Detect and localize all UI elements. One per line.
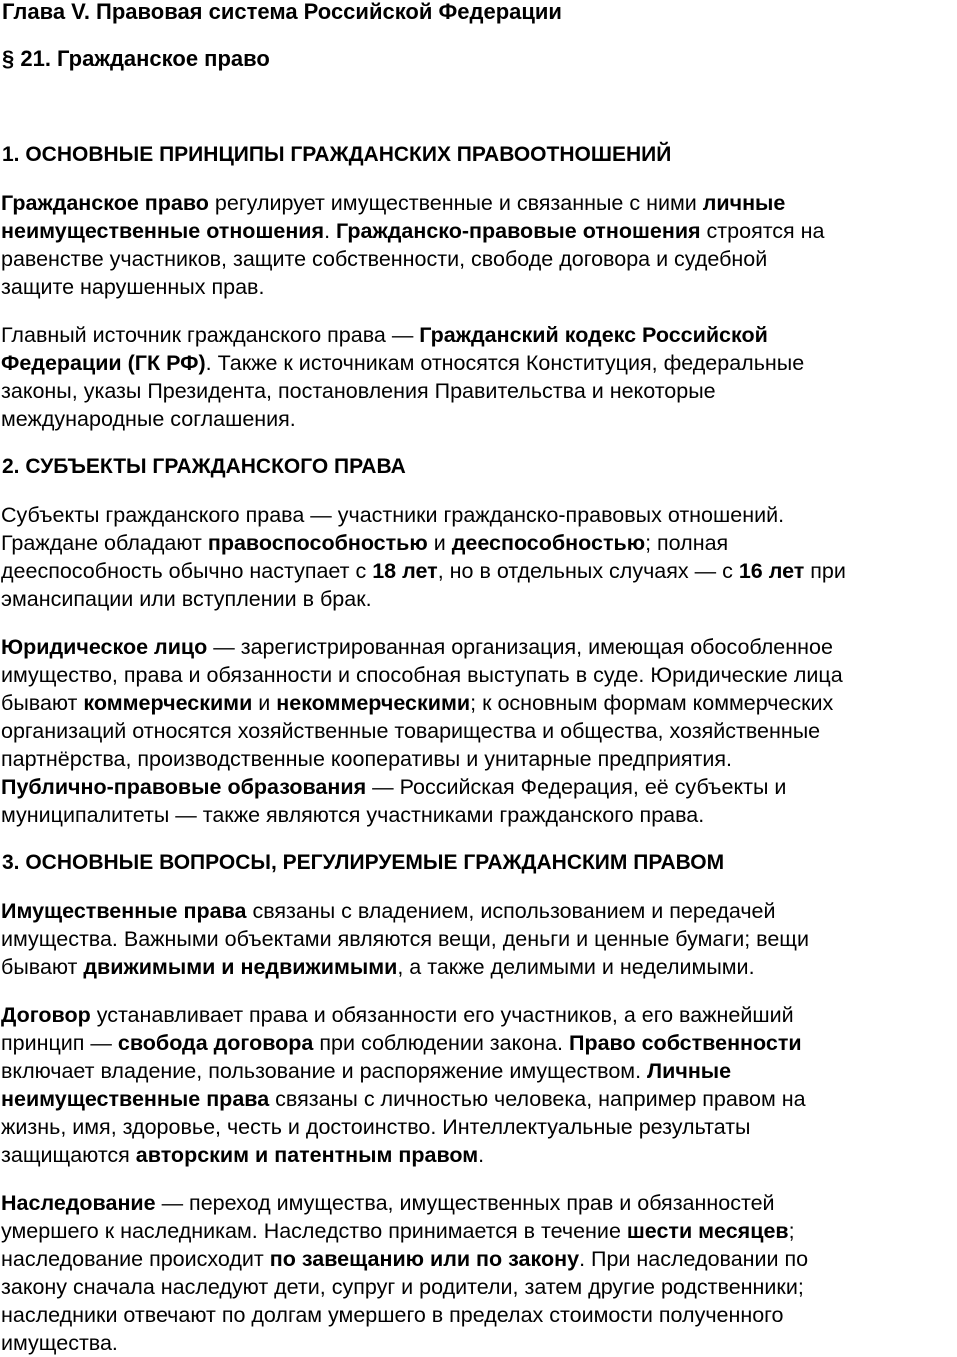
bold-term: личные: [702, 191, 786, 215]
text-run: законы, указы Президента, постановления Правительства и некоторые: [1, 379, 716, 403]
chapter-title: Глава V. Правовая система Российской Федерации: [2, 0, 562, 24]
text-line: [1, 273, 955, 301]
text-run: ; к основным формам коммерческих: [470, 691, 834, 715]
text-line: [1, 633, 955, 661]
text-line: [1, 1001, 955, 1029]
text-run: Субъекты гражданского права — участники гражданско-правовых отношений.: [1, 503, 785, 527]
text-run: равенстве участников, защите собственности, свободе договора и судебной: [1, 247, 768, 271]
bold-term: неимущественные права: [1, 1087, 270, 1111]
text-line: [1, 217, 955, 245]
bold-term: 18 лет: [372, 559, 438, 583]
text-run: ; полная: [645, 531, 729, 555]
text-line: [1, 501, 955, 529]
text-run: . Также к источникам относятся Конституция, федеральные: [205, 351, 805, 375]
bold-term: Имущественные права: [1, 899, 247, 923]
text-line: [1, 245, 955, 273]
paragraph-legal-entity: [1, 633, 955, 829]
text-line: [1, 1329, 955, 1357]
text-run: .: [478, 1143, 485, 1167]
bold-term: движимыми и недвижимыми: [83, 955, 398, 979]
paragraph-contract: [1, 1001, 955, 1169]
text-line: [1, 349, 955, 377]
text-line: [1, 1141, 955, 1169]
text-run: связаны с личностью человека, например правом на: [269, 1087, 806, 1111]
text-run: — зарегистрированная организация, имеющая обособленное: [207, 635, 833, 659]
text-line: [1, 773, 955, 801]
text-run: международные соглашения.: [1, 407, 296, 431]
text-run: бывают: [1, 955, 84, 979]
heading-principles: 1. ОСНОВНЫЕ ПРИНЦИПЫ ГРАЖДАНСКИХ ПРАВООТНОШЕНИЙ: [2, 143, 672, 166]
text-line: [1, 1085, 955, 1113]
paragraph-sources: [1, 321, 955, 433]
text-run: ;: [788, 1219, 795, 1243]
bold-term: Публично-правовые образования: [1, 775, 367, 799]
text-run: принцип —: [1, 1031, 118, 1055]
paragraph-civil-law-definition: [1, 189, 955, 301]
text-line: [1, 925, 955, 953]
text-run: Граждане обладают: [1, 531, 208, 555]
text-run: , а также делимыми и неделимыми.: [397, 955, 755, 979]
text-line: [1, 1057, 955, 1085]
text-run: включает владение, пользование и распоряжение имуществом.: [1, 1059, 648, 1083]
text-line: [1, 897, 955, 925]
text-run: регулирует имущественные и связанные с ними: [208, 191, 703, 215]
bold-term: Гражданский кодекс Российской: [419, 323, 768, 347]
bold-term: Договор: [1, 1003, 91, 1027]
text-run: связаны с владением, использованием и передачей: [246, 899, 776, 923]
text-run: умершего к наследникам. Наследство принимается в течение: [1, 1219, 627, 1243]
text-run: при: [804, 559, 846, 583]
text-line: [1, 189, 955, 217]
text-line: [1, 1301, 955, 1329]
text-run: защите нарушенных прав.: [1, 275, 265, 299]
text-line: [1, 1189, 955, 1217]
bold-term: неимущественные отношения: [1, 219, 325, 243]
bold-term: 16 лет: [738, 559, 805, 583]
text-run: — переход имущества, имущественных прав и обязанностей: [155, 1191, 775, 1215]
text-line: [1, 585, 955, 613]
bold-term: Гражданско-правовые отношения: [336, 219, 701, 243]
text-line: [1, 717, 955, 745]
text-line: [1, 405, 955, 433]
bold-term: Гражданское право: [1, 191, 209, 215]
bold-term: шести месяцев: [626, 1219, 789, 1243]
text-line: [1, 377, 955, 405]
text-line: [1, 801, 955, 829]
bold-term: некоммерческими: [276, 691, 471, 715]
bold-term: правоспособностью: [207, 531, 428, 555]
bold-term: Юридическое лицо: [1, 635, 208, 659]
text-line: [1, 661, 955, 689]
text-line: [1, 529, 955, 557]
bold-term: по завещанию или по закону: [269, 1247, 580, 1271]
text-run: наследники отвечают по долгам умершего в пределах стоимости полученного: [1, 1303, 784, 1327]
bold-term: авторским и патентным правом: [135, 1143, 479, 1167]
text-run: строятся на: [700, 219, 825, 243]
text-run: закону сначала наследуют дети, супруг и родители, затем другие родственники;: [1, 1275, 804, 1299]
text-run: . При наследовании по: [579, 1247, 809, 1271]
text-run: и: [252, 691, 277, 715]
text-run: организаций относятся хозяйственные товарищества и общества, хозяйственные: [1, 719, 821, 743]
text-line: [1, 1273, 955, 1301]
text-line: [1, 953, 955, 981]
text-run: и: [427, 531, 452, 555]
text-line: [1, 1245, 955, 1273]
text-run: при соблюдении закона.: [313, 1031, 570, 1055]
text-run: бывают: [1, 691, 84, 715]
text-line: [1, 557, 955, 585]
text-run: имущества.: [1, 1331, 118, 1355]
bold-term: Право собственности: [569, 1031, 802, 1055]
text-run: жизнь, имя, здоровье, честь и достоинство. Интеллектуальные результаты: [1, 1115, 751, 1139]
text-run: — Российская Федерация, её субъекты и: [366, 775, 787, 799]
section-title: § 21. Гражданское право: [2, 46, 270, 71]
text-line: [1, 745, 955, 773]
text-run: .: [324, 219, 337, 243]
text-run: партнёрства, производственные кооперативы и унитарные предприятия.: [1, 747, 732, 771]
text-run: , но в отдельных случаях — с: [437, 559, 739, 583]
text-line: [1, 321, 955, 349]
text-run: наследование происходит: [1, 1247, 270, 1271]
bold-term: свобода договора: [117, 1031, 314, 1055]
bold-term: дееспособностью: [451, 531, 646, 555]
text-line: [1, 1217, 955, 1245]
text-run: устанавливает права и обязанности его участников, а его важнейший: [90, 1003, 794, 1027]
text-run: Главный источник гражданского права —: [1, 323, 420, 347]
paragraph-inheritance: [1, 1189, 955, 1357]
text-run: защищаются: [1, 1143, 136, 1167]
heading-subjects: 2. СУБЪЕКТЫ ГРАЖДАНСКОГО ПРАВА: [2, 455, 406, 478]
paragraph-citizens: [1, 501, 955, 613]
text-run: эмансипации или вступлении в брак.: [1, 587, 372, 611]
heading-main-issues: 3. ОСНОВНЫЕ ВОПРОСЫ, РЕГУЛИРУЕМЫЕ ГРАЖДАНСКИМ ПРАВОМ: [2, 851, 725, 874]
text-run: муниципалитеты — также являются участниками гражданского права.: [1, 803, 705, 827]
text-run: имущество, права и обязанности и способная выступать в суде. Юридические лица: [1, 663, 843, 687]
text-line: [1, 689, 955, 717]
paragraph-property-rights: [1, 897, 955, 981]
text-line: [1, 1113, 955, 1141]
text-run: дееспособность обычно наступает с: [1, 559, 373, 583]
bold-term: коммерческими: [83, 691, 253, 715]
bold-term: Федерации (ГК РФ): [1, 351, 206, 375]
bold-term: Наследование: [1, 1191, 156, 1215]
text-run: имущества. Важными объектами являются вещи, деньги и ценные бумаги; вещи: [1, 927, 810, 951]
bold-term: Личные: [647, 1059, 732, 1083]
text-line: [1, 1029, 955, 1057]
